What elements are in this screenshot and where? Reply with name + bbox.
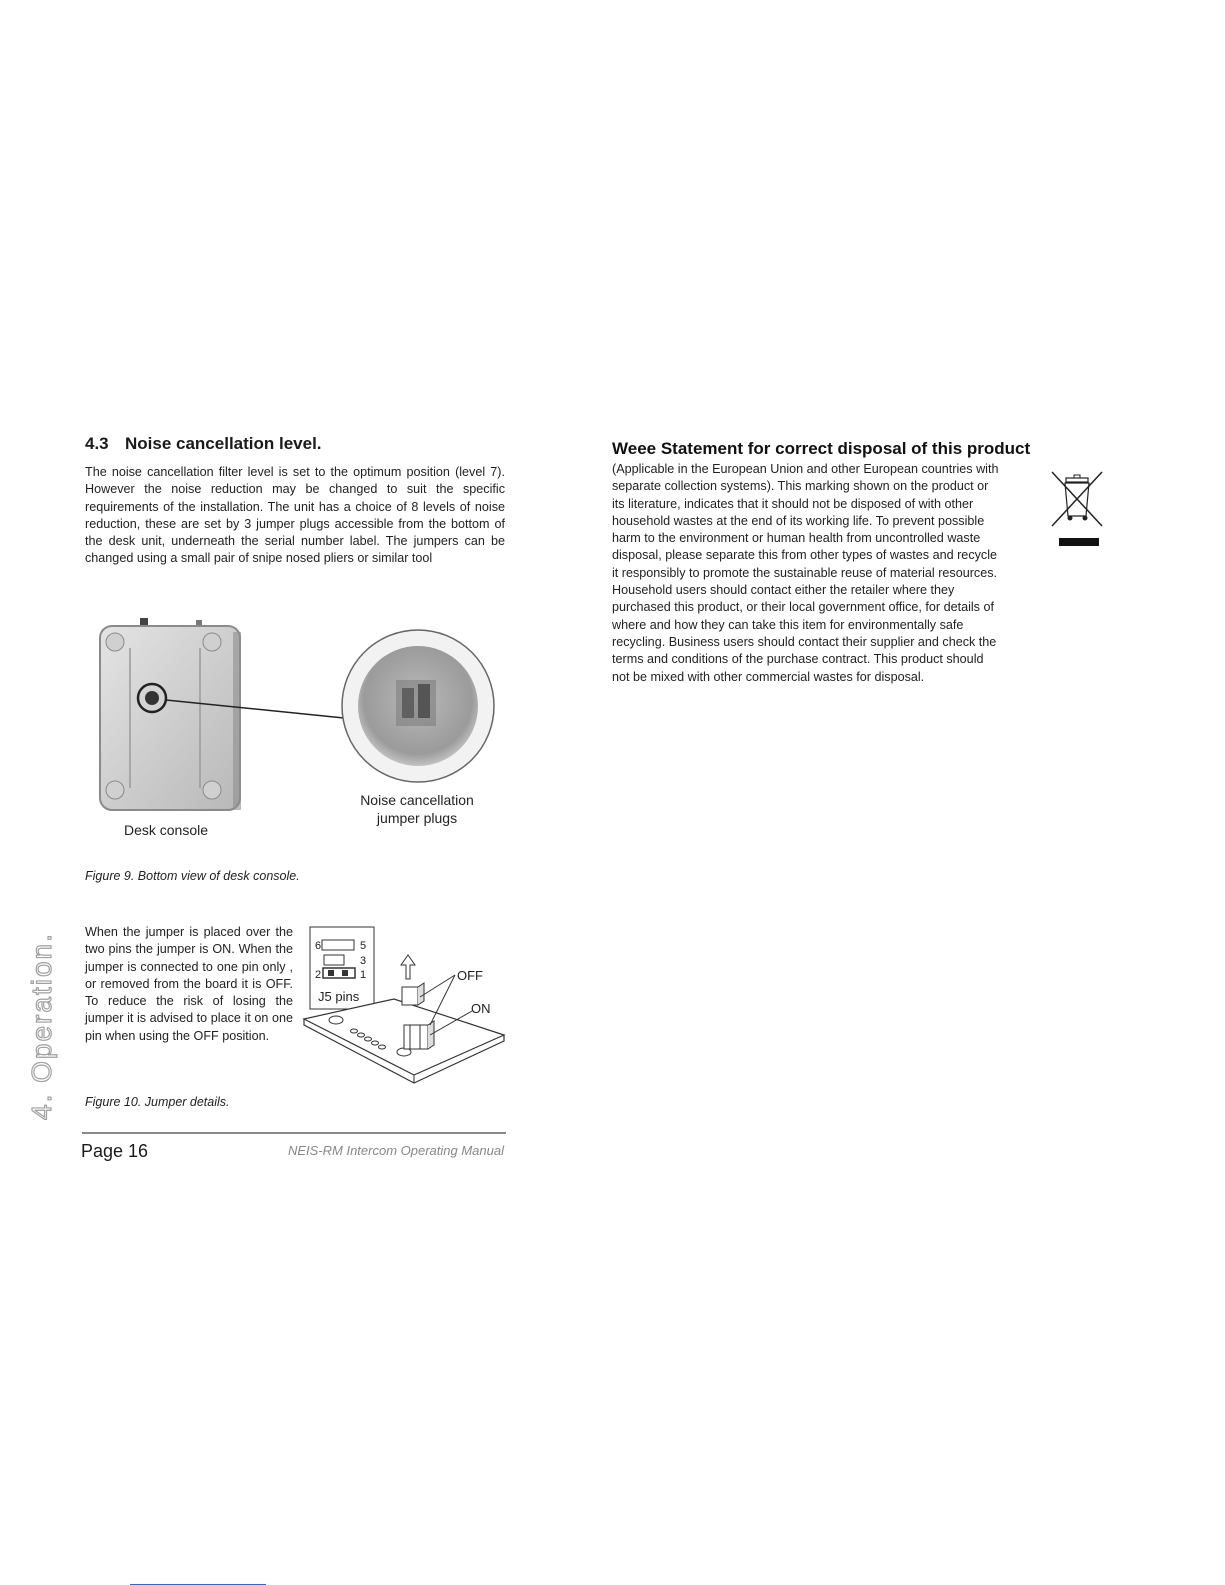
crossed-out-wheelie-bin-icon [1050,470,1106,550]
desk-console-illustration [90,618,510,818]
jumper-off-side [418,983,424,1005]
jumper-paragraph: When the jumper is placed over the two pins the jumper is ON. When the jumper is connected to one pin only , or removed from the board it is OFF. To reduce the risk of losing the jumper it is advised to place it on one pin when using the OFF position. [85,925,293,1043]
intro-paragraph: The noise cancellation filter level is set to the optimum position (level 7). However the noise reduction may be changed to suit the specific requirements of the installation. The unit has a choice of 8 levels of noise reduction, these are set by 3 jumper plugs accessible from the bottom of the desk unit, underneath the serial number label. The jumpers can be changed using a small pair of snipe nosed pliers or similar tool [85,465,505,566]
console-body [100,626,240,810]
figure-9-caption: Figure 9. Bottom view of desk console. [85,869,300,883]
rubber-foot [106,781,124,799]
pin-3-label: 3 [360,955,367,967]
jumper-access-hole [145,691,159,705]
weee-line: household wastes at the end of its working life. To prevent possible [612,513,985,528]
rubber-foot [203,633,221,651]
weee-statement [612,461,998,686]
pin-2-label: 2 [315,969,322,981]
weee-line: its literature, indicates that it should not be disposed of with other [612,496,974,511]
jumper-off-plug [402,987,418,1005]
pin-5-label: 5 [360,940,367,952]
zoom-jumper-plug [402,688,414,718]
section-heading [85,434,322,454]
weee-line: (Applicable in the European Union and other European countries with [612,462,999,476]
jumper-on-plug [404,1025,428,1049]
weee-line: separate collection systems). This marking shown on the product or [612,479,989,494]
console-side-shadow [233,632,241,810]
on-label: ON [471,1001,491,1016]
section-number: 4.3 [85,434,109,453]
pin-square [342,970,348,976]
jumper-diagram [300,925,510,1100]
off-label: OFF [457,968,483,983]
weee-line: terms and conditions of the purchase contract. This product should [612,652,984,667]
rubber-foot [106,633,124,651]
weee-line: recycling. Business users should contact their supplier and check the [612,634,997,649]
weee-line: it responsibly to promote the sustainable reuse of material resources. [612,565,998,580]
weee-line: where and how they can take this item for environmentally safe [612,617,964,632]
weee-heading: Weee Statement for correct disposal of this product [612,439,1031,458]
arrow-up-icon [401,955,415,979]
page-number: Page 16 [81,1141,149,1161]
section-title: Noise cancellation level. [125,434,322,453]
jumper-on-outline [323,968,355,978]
manual-title: NEIS-RM Intercom Operating Manual [287,1143,504,1158]
pin-1-label: 1 [360,969,367,981]
noise-label-line2: jumper plugs [376,810,458,826]
weee-line: not be mixed with other commercial wastes for disposal. [612,669,925,684]
desk-console-label: Desk console [123,822,209,838]
j5-pins-label: J5 pins [318,989,360,1004]
weee-line: Household users should contact either the retailer where they [612,583,955,598]
figure-10-caption: Figure 10. Jumper details. [85,1095,230,1109]
weee-line: harm to the environment or human health from uncontrolled waste [612,531,981,546]
pin-square [328,970,334,976]
noise-label-line1: Noise cancellation [360,792,474,808]
weee-line: disposal, please separate this from other types of wastes and recycle [612,548,998,563]
footer-rule [82,1132,506,1134]
chapter-side-tab: 4. Operation. [26,932,57,1120]
pin-6-label: 6 [315,940,322,952]
rubber-foot [203,781,221,799]
weee-line: purchased this product, or their local government office, for details of [612,600,994,615]
zoom-jumper-plug [418,684,430,718]
